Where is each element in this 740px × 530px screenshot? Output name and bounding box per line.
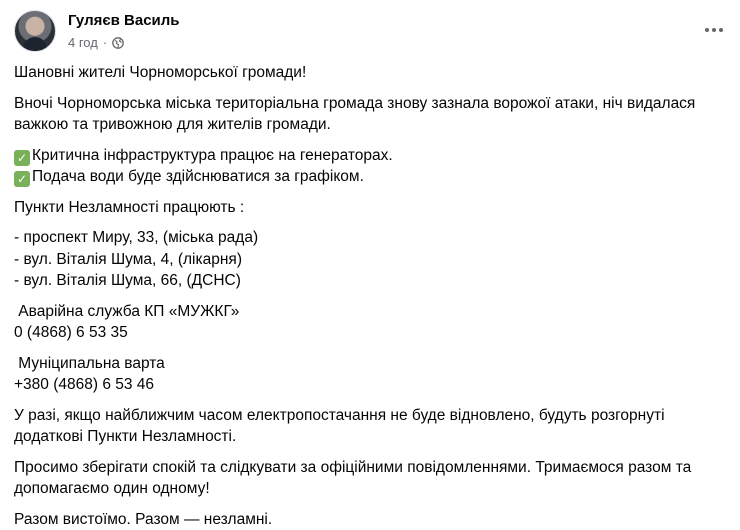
more-options-icon[interactable] <box>702 20 726 40</box>
check-mark-icon: ✓ <box>14 150 30 166</box>
point-item: - вул. Віталія Шума, 4, (лікарня) <box>14 249 726 271</box>
check-mark-icon: ✓ <box>14 171 30 187</box>
post-body <box>14 62 726 530</box>
post-time[interactable]: 4 год <box>68 34 98 52</box>
globe-icon <box>112 37 124 49</box>
separator-dot: · <box>103 34 107 52</box>
checklist-item: ✓ Подача води буде здійснюватися за графіком. <box>14 166 726 188</box>
power-paragraph: У разі, якщо найближчим часом електропостачання не буде відновлено, будуть розгорнуті додаткові Пункти Незламності. <box>14 405 726 448</box>
checklist-item: ✓ Критична інфраструктура працює на генераторах. <box>14 145 726 167</box>
greeting-line: Шановні жителі Чорноморської громади! <box>14 62 726 84</box>
closing-line: Разом вистоїмо. Разом — незламні. <box>14 509 726 530</box>
post-subtitle <box>68 34 180 52</box>
point-item: - проспект Миру, 33, (міська рада) <box>14 227 726 249</box>
points-heading: Пункти Незламності працюють : <box>14 197 726 219</box>
post-header <box>14 10 180 52</box>
author-avatar[interactable] <box>14 10 56 52</box>
post-meta <box>68 11 180 52</box>
municipal-guard-name: Муніципальна варта <box>14 353 726 375</box>
emergency-service-phone: 0 (4868) 6 53 35 <box>14 322 726 344</box>
author-name[interactable]: Гуляєв Василь <box>68 11 180 31</box>
calm-paragraph: Просимо зберігати спокій та слідкувати за офіційними повідомленнями. Тримаємося разом та допомагаємо один одному! <box>14 457 726 500</box>
intro-paragraph: Вночі Чорноморська міська територіальна громада знову зазнала ворожої атаки, ніч видалася важкою та тривожною для жителів громади. <box>14 93 726 136</box>
municipal-guard-phone: +380 (4868) 6 53 46 <box>14 374 726 396</box>
emergency-service-name: Аварійна служба КП «МУЖКГ» <box>14 301 726 323</box>
point-item: - вул. Віталія Шума, 66, (ДСНС) <box>14 270 726 292</box>
